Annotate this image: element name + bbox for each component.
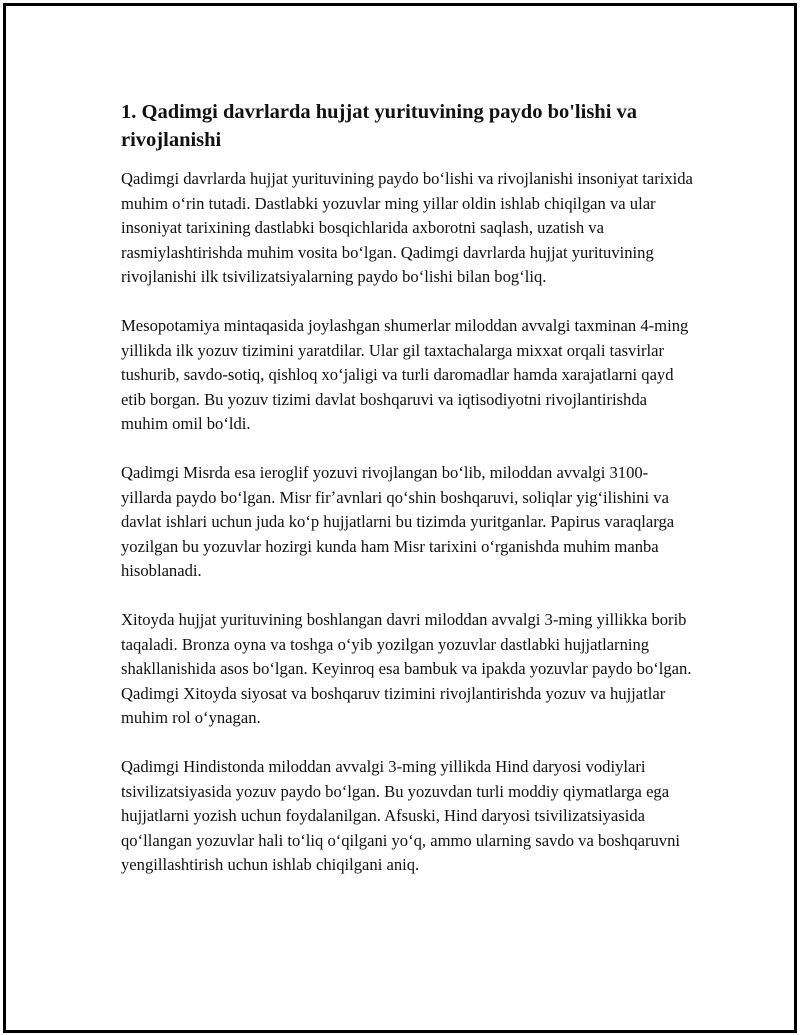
section-heading: 1. Qadimgi davrlarda hujjat yurituvining paydo bo'lishi va rivojlanishi	[121, 101, 638, 151]
paragraph-china: Xitoyda hujjat yurituvining boshlangan davri miloddan avvalgi 3-ming yillikka borib taqaladi. Bronza oyna va toshga oʻyib yozilgan yozuvlar dastlabki hujjatlarning shakllanishida asos boʻlgan. Keyinroq esa bambuk va ipakda yozuvlar paydo boʻlgan. Qadimgi Xitoyda siyosat va boshqaruv tizimini rivojlantirishda yozuv va hujjatlar muhim rol oʻynagan.	[121, 610, 692, 727]
page-frame	[3, 3, 797, 1033]
document-body	[121, 98, 696, 902]
paragraph-india: Qadimgi Hindistonda miloddan avvalgi 3-ming yillikda Hind daryosi vodiylari tsivilizatsiyasida yozuv paydo boʻlgan. Bu yozuvdan turli moddiy qiymatlarga ega hujjatlarni yozish uchun foydalanilgan. Afsuski, Hind daryosi tsivilizatsiyasida qoʻllangan yozuvlar hali toʻliq oʻqilgani yoʻq, ammo ularning savdo va boshqaruvni yengillashtirish uchun ishlab chiqilgani aniq.	[121, 757, 680, 874]
paragraph-intro: Qadimgi davrlarda hujjat yurituvining paydo boʻlishi va rivojlanishi insoniyat tarixida muhim oʻrin tutadi. Dastlabki yozuvlar ming yillar oldin ishlab chiqilgan va ular insoniyat tarixining dastlabki bosqichlarida axborotni saqlash, uzatish va rasmiylashtirishda muhim vosita boʻlgan. Qadimgi davrlarda hujjat yurituvining rivojlanishi ilk tsivilizatsiyalarning paydo boʻlishi bilan bogʻliq.	[121, 169, 693, 286]
paragraph-mesopotamia: Mesopotamiya mintaqasida joylashgan shumerlar miloddan avvalgi taxminan 4-ming yillikda ilk yozuv tizimini yaratdilar. Ular gil taxtachalarga mixxat orqali tasvirlar tushurib, savdo-sotiq, qishloq xoʻjaligi va turli daromadlar hamda xarajatlarni qayd etib borgan. Bu yozuv tizimi davlat boshqaruvi va iqtisodiyotni rivojlantirishda muhim omil boʻldi.	[121, 316, 689, 433]
paragraph-egypt: Qadimgi Misrda esa ieroglif yozuvi rivojlangan boʻlib, miloddan avvalgi 3100-yillarda paydo boʻlgan. Misr firʼavnlari qoʻshin boshqaruvi, soliqlar yigʻilishini va davlat ishlari uchun juda koʻp hujjatlarni bu tizimda yuritganlar. Papirus varaqlarga yozilgan bu yozuvlar hozirgi kunda ham Misr tarixini oʻrganishda muhim manba hisoblanadi.	[121, 463, 675, 580]
